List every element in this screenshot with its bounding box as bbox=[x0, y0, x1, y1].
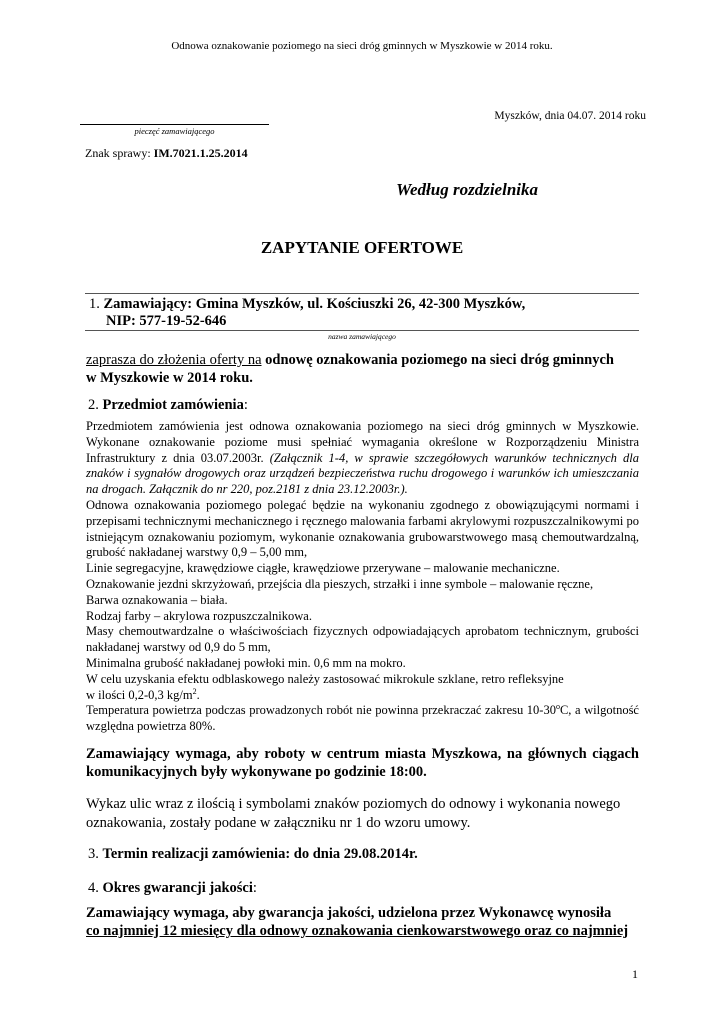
regulation-reference: (Załącznik 1-4, w sprawie szczegółowych warunków technicznych dla znaków i sygnałów drogowych oraz urządzeń bezpieczeństwa ruchu drogowego i warunków ich umieszczania na drogach. Załącznik do nr 220, poz.2181 z dnia 23.12.2003r.). bbox=[86, 450, 639, 497]
paragraph-text: C, a wilgotność względna powietrza 80%. bbox=[86, 703, 639, 734]
divider-bottom bbox=[85, 330, 639, 331]
page-number: 1 bbox=[632, 967, 638, 981]
section-3-label: Termin realizacji zamówienia bbox=[102, 846, 286, 862]
section-4-num: 4. bbox=[88, 880, 103, 896]
addressee: Według rozdzielnika bbox=[396, 180, 538, 199]
paragraph: Barwa oznakowania – biała. bbox=[86, 592, 228, 607]
page-title: ZAPYTANIE OFERTOWE bbox=[260, 238, 464, 257]
case-number bbox=[85, 146, 248, 161]
stamp-caption: pieczęć zamawiającego bbox=[134, 126, 215, 136]
document-date: Myszków, dnia 04.07. 2014 roku bbox=[494, 110, 646, 122]
requirement-warranty bbox=[86, 904, 639, 940]
paragraph-text: Temperatura powietrza podczas prowadzonych robót nie powinna przekraczać zakresu 10-30 bbox=[86, 703, 556, 718]
party-line-1 bbox=[89, 296, 525, 313]
paragraph bbox=[86, 703, 639, 735]
requirement-evening-work: Zamawiający wymaga, aby roboty w centrum miasta Myszkowa, na głównych ciągach komunikacyjnych były wykonywane po godzinie 18:00. bbox=[86, 746, 639, 780]
section-4-colon: : bbox=[252, 880, 257, 896]
running-header: Odnowa oznakowanie poziomego na sieci dróg gminnych w Myszkowie w 2014 roku. bbox=[171, 40, 553, 52]
stamp-line bbox=[80, 124, 269, 125]
street-list-note: Wykaz ulic wraz z ilością i symbolami znaków poziomych do odnowy i wykonania nowego oznakowania, zostały podane w załączniku nr 1 do wzoru umowy. bbox=[86, 796, 621, 831]
invitation-subject: odnowę oznakowania poziomego na sieci dróg gminnych bbox=[265, 352, 614, 368]
party-num: 1. bbox=[89, 296, 104, 312]
section-2-colon: : bbox=[243, 397, 248, 413]
section-2-num: 2. bbox=[88, 397, 103, 413]
section-3-num: 3. bbox=[88, 846, 103, 862]
superscript: o bbox=[555, 702, 560, 712]
paragraph-text: w ilości 0,2-0,3 kg/m bbox=[86, 687, 193, 702]
section-2-label: Przedmiot zamówienia bbox=[102, 397, 244, 413]
party-name: Zamawiający: Gmina Myszków, ul. Kościuszki 26, 42-300 Myszków, bbox=[103, 296, 526, 312]
case-label: Znak sprawy: bbox=[85, 146, 154, 160]
requirement-warranty-line-2: co najmniej 12 miesięcy dla odnowy oznakowania cienkowarstwowego oraz co najmniej bbox=[86, 923, 629, 939]
section-4-heading bbox=[88, 880, 257, 897]
invitation-prefix: zaprasza do złożenia oferty na bbox=[86, 352, 262, 368]
invitation bbox=[86, 351, 638, 387]
section-4-label: Okres gwarancji jakości bbox=[102, 880, 253, 896]
party-caption: nazwa zamawiającego bbox=[328, 332, 396, 341]
superscript: 2 bbox=[192, 686, 197, 696]
section-2-heading bbox=[88, 397, 248, 414]
paragraph-text: . bbox=[196, 687, 200, 702]
paragraph: Linie segregacyjne, krawędziowe ciągłe, krawędziowe przerywane – malowanie mechaniczne. bbox=[86, 561, 560, 576]
case-number-value: IM.7021.1.25.2014 bbox=[153, 146, 248, 160]
divider-top bbox=[85, 293, 639, 294]
invitation-subject-cont: w Myszkowie w 2014 roku. bbox=[86, 370, 253, 386]
paragraph: Odnowa oznakowania poziomego polegać będzie na wykonaniu zgodnego z obowiązującymi normami i przepisami technicznymi mechanicznego i ręcznego malowania farbami akrylowymi rozpuszczalnikowymi po istniejącym oznakowaniu poziomym, wykonanie oznakowania grubowarstwowego masą chemoutwardzalną, grubość nakładanej warstwy 0,9 – 5,00 mm, bbox=[86, 497, 639, 560]
paragraph: W celu uzyskania efektu odblaskowego należy zastosować mikrokule szklane, retro refleksyjne bbox=[86, 671, 564, 686]
paragraph bbox=[86, 688, 639, 704]
paragraph-text: Przedmiotem zamówienia jest odnowa oznakowania poziomego na sieci dróg gminnych w Myszkowie. Wykonane oznakowanie poziome musi spełniać wymagania określone w Rozporządzeniu Ministra Infrastruktury z dnia 03.07.2003r. bbox=[86, 419, 639, 465]
paragraph: Minimalna grubość nakładanej powłoki min. 0,6 mm na mokro. bbox=[86, 655, 406, 670]
party-line-2: NIP: 577-19-52-646 bbox=[106, 313, 227, 329]
section-2-body bbox=[86, 419, 639, 735]
contracting-party bbox=[89, 296, 525, 330]
requirement-warranty-line-1: Zamawiający wymaga, aby gwarancja jakości, udzielona przez Wykonawcę wynosiła bbox=[86, 905, 612, 921]
paragraph: Masy chemoutwardzalne o właściwościach fizycznych odpowiadających aprobatom technicznym, grubości nakładanej warstwy od 0,9 do 5 mm, bbox=[86, 624, 639, 655]
paragraph: Rodzaj farby – akrylowa rozpuszczalnikowa. bbox=[86, 608, 312, 623]
paragraph: Oznakowanie jezdni skrzyżowań, przejścia dla pieszych, strzałki i inne symbole – malowanie ręczne, bbox=[86, 576, 594, 591]
section-3-heading bbox=[88, 846, 418, 863]
paragraph bbox=[86, 419, 639, 498]
section-3-value: : do dnia 29.08.2014r. bbox=[285, 846, 418, 862]
